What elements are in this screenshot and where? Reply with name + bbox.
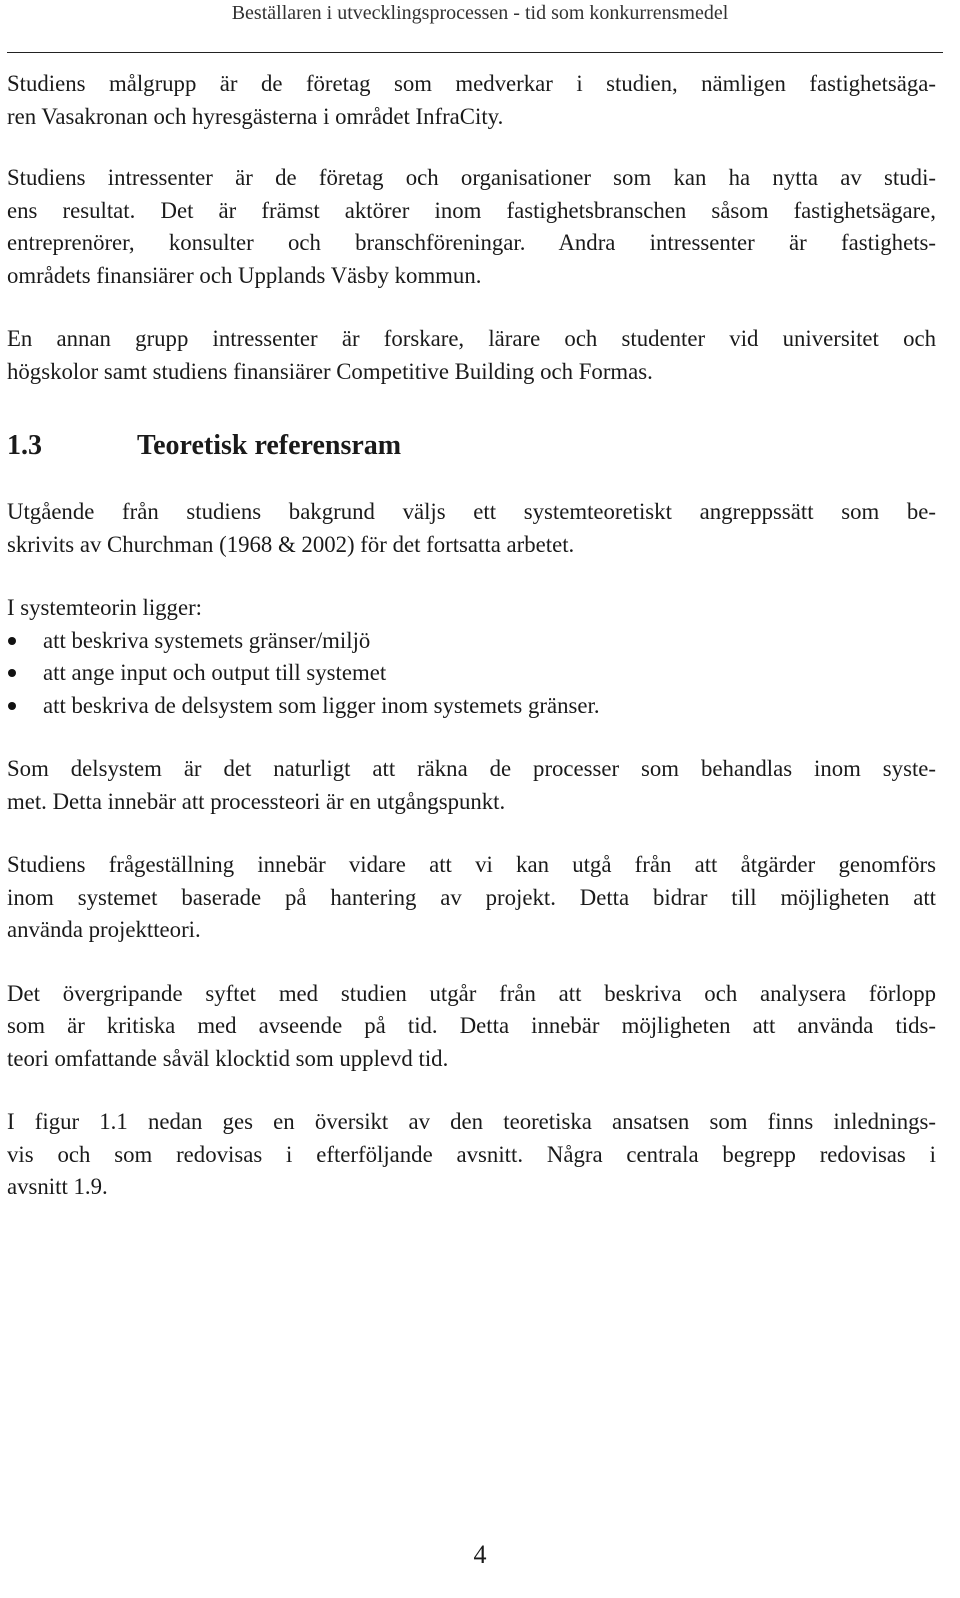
paragraph-line: inom systemet baserade på hantering av projekt. Detta bidrar till möjligheten att	[7, 884, 936, 910]
paragraph-time-theory	[7, 978, 936, 1076]
paragraph-line: Studiens intressenter är de företag och organisationer som kan ha nytta av studi-	[7, 165, 936, 190]
paragraph-line: Som delsystem är det naturligt att räkna de processer som behandlas inom syste-	[7, 756, 936, 781]
paragraph-line: skrivits av Churchman (1968 & 2002) för det fortsatta arbetet.	[7, 531, 575, 557]
paragraph-line: områdets finansiärer och Upplands Väsby kommun.	[7, 262, 482, 288]
paragraph-line: entreprenörer, konsulter och branschföreningar. Andra intressenter är fastighets-	[7, 230, 936, 255]
paragraph-line: met. Detta innebär att processteori är en utgångspunkt.	[7, 788, 506, 814]
paragraph-subsystems	[7, 753, 936, 818]
section-number: 1.3	[7, 430, 42, 461]
list-item: att ange input och output till systemet	[7, 657, 936, 690]
paragraph-line: använda projektteori.	[7, 917, 201, 942]
paragraph-other-stakeholders	[7, 323, 936, 388]
paragraph-line: Studiens frågeställning innebär vidare att vi kan utgå från att åtgärder genomförs	[7, 852, 936, 877]
paragraph-line: En annan grupp intressenter är forskare, lärare och studenter vid universitet och	[7, 326, 936, 351]
paragraph-figure-reference	[7, 1106, 936, 1204]
paragraph-line: högskolor samt studiens finansiärer Competitive Building och Formas.	[7, 358, 653, 384]
paragraph-line: teori omfattande såväl klocktid som upplevd tid.	[7, 1045, 449, 1071]
paragraph-line: I figur 1.1 nedan ges en översikt av den teoretiska ansatsen som finns inlednings-	[7, 1109, 936, 1134]
paragraph-line: vis och som redovisas i efterföljande avsnitt. Några centrala begrepp redovisas i	[7, 1141, 936, 1167]
paragraph-line: ren Vasakronan och hyresgästerna i området InfraCity.	[7, 103, 504, 129]
running-header: Beställaren i utvecklingsprocessen - tid som konkurrensmedel	[231, 2, 729, 24]
paragraph-line: som är kritiska med avseende på tid. Detta innebär möjligheten att använda tids-	[7, 1013, 936, 1038]
page-number: 4	[473, 1540, 487, 1569]
paragraph-line: ens resultat. Det är främst aktörer inom fastighetsbranschen såsom fastighetsägare,	[7, 197, 936, 223]
section-title: Teoretisk referensram	[137, 430, 402, 461]
paragraph-line: Det övergripande syftet med studien utgår från att beskriva och analysera förlopp	[7, 980, 936, 1006]
paragraph-line: Studiens målgrupp är de företag som medverkar i studien, nämligen fastighetsäga-	[7, 71, 936, 96]
list-intro: I systemteorin ligger:	[7, 595, 202, 620]
list-item: att beskriva de delsystem som ligger inom systemets gränser.	[7, 690, 936, 723]
paragraph-approach	[7, 496, 936, 561]
paragraph-project-theory	[7, 849, 936, 947]
document-body	[7, 68, 936, 1204]
paragraph-target-group	[7, 68, 936, 133]
section-heading	[7, 428, 936, 464]
paragraph-stakeholders	[7, 162, 936, 292]
bullet-list	[7, 625, 936, 723]
paragraph-line: avsnitt 1.9.	[7, 1174, 108, 1199]
paragraph-line: Utgående från studiens bakgrund väljs ett systemteoretiskt angreppssätt som be-	[7, 499, 936, 524]
list-item: att beskriva systemets gränser/miljö	[7, 625, 936, 658]
header-rule	[7, 52, 943, 53]
